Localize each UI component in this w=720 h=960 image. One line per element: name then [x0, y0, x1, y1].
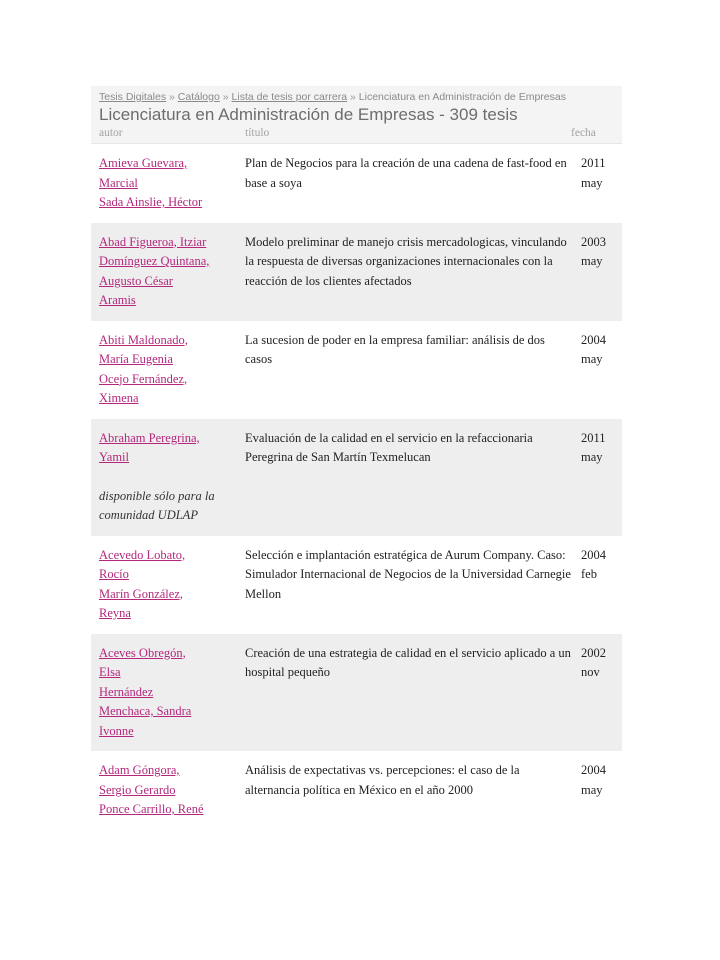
thesis-title: Análisis de expectativas vs. percepciones: el caso de la alternancia política en México en el año 2000 — [245, 763, 520, 797]
thesis-title: Evaluación de la calidad en el servicio en la refaccionaria Peregrina de San Martín Texmelucan — [245, 430, 533, 464]
table-row — [91, 419, 622, 536]
author-link[interactable]: Domínguez Quintana, — [99, 254, 210, 268]
author-link[interactable]: Aceves Obregón, — [99, 645, 186, 660]
date-cell — [581, 761, 616, 820]
author-link[interactable]: Abiti Maldonado, — [99, 332, 188, 347]
breadcrumb-link-catalogo[interactable]: Catálogo — [177, 91, 220, 103]
date-cell — [581, 644, 616, 742]
month: may — [581, 175, 603, 190]
author-link[interactable]: Yamil — [99, 450, 129, 464]
author-cell — [99, 154, 245, 213]
author-link[interactable]: Marcial — [99, 175, 138, 190]
year: 2011 — [581, 156, 606, 170]
date-cell — [581, 233, 616, 311]
date-cell — [581, 546, 616, 624]
author-link[interactable]: Sergio Gerardo — [99, 782, 176, 797]
table-row — [91, 634, 622, 752]
breadcrumb — [91, 86, 622, 105]
author-link[interactable]: Amieva Guevara, — [99, 156, 188, 170]
month: may — [581, 254, 603, 268]
author-link[interactable]: Acevedo Lobato, — [99, 547, 186, 562]
column-header-date: fecha — [571, 127, 596, 139]
month: may — [581, 352, 603, 366]
author-link[interactable]: Sada Ainslie, Héctor — [99, 195, 203, 209]
date-cell — [581, 331, 616, 409]
author-link[interactable]: Marín González, — [99, 586, 183, 601]
page-title: Licenciatura en Administración de Empresas - 309 tesis — [91, 105, 622, 127]
author-link[interactable]: Augusto César — [99, 273, 173, 288]
month: may — [581, 450, 603, 464]
thesis-title: La sucesion de poder en la empresa familiar: análisis de dos casos — [245, 332, 545, 366]
month: feb — [581, 567, 597, 581]
year: 2004 — [581, 332, 606, 347]
author-cell — [99, 546, 245, 624]
author-link[interactable]: Menchaca, Sandra — [99, 704, 192, 718]
author-link[interactable]: Reyna — [99, 606, 131, 620]
author-link[interactable]: María Eugenia — [99, 352, 173, 366]
author-link[interactable]: Ocejo Fernández, — [99, 371, 188, 386]
breadcrumb-current: Licenciatura en Administración de Empresas — [358, 91, 566, 103]
author-cell — [99, 644, 245, 742]
table-row — [91, 751, 622, 830]
table-row — [91, 321, 622, 419]
thesis-title: Plan de Negocios para la creación de una cadena de fast-food en base a soya — [245, 156, 567, 190]
thesis-title: Modelo preliminar de manejo crisis mercadologicas, vinculando la respuesta de diversas organizaciones internacionales con la reacción de los clientes afectados — [245, 234, 567, 288]
column-header-title: título — [245, 127, 270, 139]
author-cell — [99, 429, 245, 526]
breadcrumb-separator: » — [169, 91, 175, 103]
table-row — [91, 223, 622, 321]
author-link[interactable]: Abraham Peregrina, — [99, 430, 200, 445]
thesis-title: Creación de una estrategia de calidad en el servicio aplicado a un hospital pequeño — [245, 645, 571, 679]
author-link[interactable]: Abad Figueroa, Itziar — [99, 234, 207, 249]
author-link[interactable]: Hernández — [99, 684, 154, 699]
breadcrumb-link-tesis-digitales[interactable]: Tesis Digitales — [99, 91, 167, 103]
thesis-catalog-page — [91, 86, 622, 830]
author-cell — [99, 331, 245, 409]
column-header-author: autor — [99, 127, 123, 139]
thesis-title: Selección e implantación estratégica de Aurum Company. Caso: Simulador Internacional de Negocios de la Universidad Carnegie Mellon — [245, 547, 571, 601]
author-cell — [99, 761, 245, 820]
year: 2002 — [581, 645, 606, 660]
date-cell — [581, 154, 616, 213]
breadcrumb-separator: » — [350, 91, 356, 103]
date-cell — [581, 429, 616, 526]
breadcrumb-separator: » — [222, 91, 229, 103]
table-header — [91, 127, 622, 144]
year: 2011 — [581, 430, 606, 445]
availability-note: disponible sólo para la comunidad UDLAP — [99, 488, 215, 522]
month: nov — [581, 665, 600, 679]
author-link[interactable]: Elsa — [99, 665, 121, 679]
author-link[interactable]: Ivonne — [99, 723, 134, 738]
month: may — [581, 782, 603, 797]
table-row — [91, 536, 622, 634]
year: 2003 — [581, 234, 606, 249]
author-link[interactable]: Rocío — [99, 567, 129, 581]
breadcrumb-link-lista-carrera[interactable]: Lista de tesis por carrera — [231, 91, 348, 103]
author-link[interactable]: Ximena — [99, 391, 139, 405]
author-cell — [99, 233, 245, 311]
year: 2004 — [581, 547, 606, 562]
table-row — [91, 144, 622, 223]
author-link[interactable]: Ponce Carrillo, René — [99, 802, 204, 816]
year: 2004 — [581, 763, 606, 777]
author-link[interactable]: Aramis — [99, 293, 136, 307]
author-link[interactable]: Adam Góngora, — [99, 763, 180, 777]
